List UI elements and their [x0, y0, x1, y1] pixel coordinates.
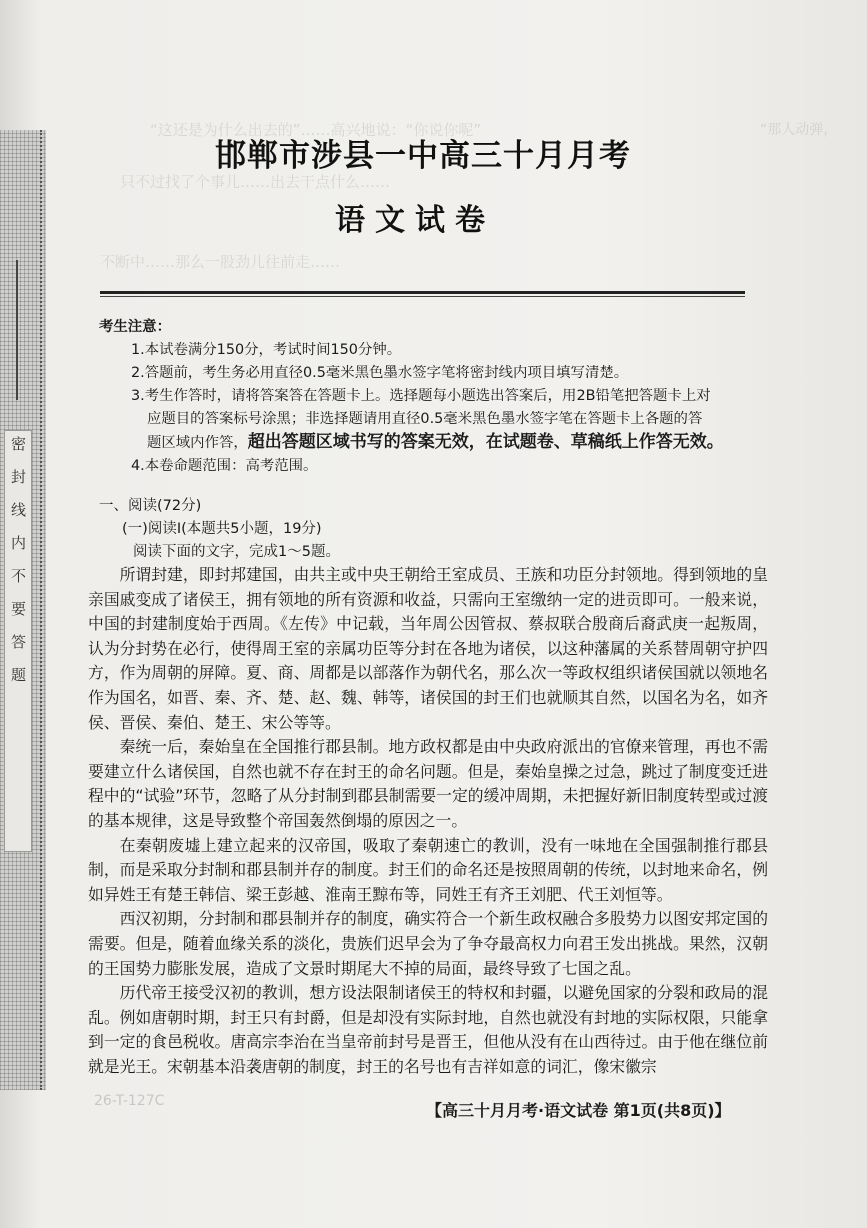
notice-item: 1.本试卷满分150分，考试时间150分钟。 [131, 342, 402, 358]
notice-item: 应题目的答案标号涂黑；非选择题请用直径0.5毫米黑色墨水签字笔在答题卡上各题的答 [147, 411, 703, 427]
binding-bracket [2, 260, 18, 400]
section-heading: 一、阅读(72分) [99, 498, 202, 514]
bleed-through-text: 只不过找了个事儿……出去干点什么…… [120, 173, 391, 191]
subsection-heading: (一)阅读Ⅰ(本题共5小题，19分) [122, 521, 322, 537]
exam-title: 邯郸市涉县一中高三十月月考 [215, 138, 631, 174]
bleed-through-text: 不断中……那么一股劲儿往前走…… [100, 253, 341, 271]
passage-paragraph: 秦统一后，秦始皇在全国推行郡县制。地方政权都是由中央政府派出的官僚来管理，再也不需要建立什么诸侯国，自然也就不存在封王的命名问题。但是，秦始皇操之过急，跳过了制度变迁进程中的“试验”环节，忽略了从分封制到郡县制需要一定的缓冲周期，未把握好新旧制度转型或过渡的基本规律，这是导致整个帝国轰然倒塌的原因之一。 [88, 737, 768, 830]
passage-paragraph: 历代帝王接受汉初的教训，想方设法限制诸侯王的特权和封疆，以避免国家的分裂和政局的混乱。例如唐朝时期，封王只有封爵，但是却没有实际封地，自然也就没有封地的实际权限，只能拿到一定的食邑税收。唐高宗李治在当皇帝前封号是晋王，但他从没有在山西待过。由于他在继位前就是光王。宋朝基本沿袭唐朝的制度，封王的名号也有吉祥如意的词汇，像宋徽宗 [88, 983, 768, 1076]
candidate-notice [99, 316, 759, 478]
bleed-through-text: “这还是为什么出去的”……高兴地说：“你说你呢” [150, 121, 482, 139]
bleed-through-text: “那人动弹， [760, 122, 838, 138]
paper-code: 26-T-127C [94, 1093, 165, 1109]
notice-item: 3.考生作答时，请将答案答在答题卡上。选择题每小题选出答案后，用2B铅笔把答题卡上对 [131, 388, 711, 404]
reading-passage [88, 563, 768, 1079]
header-rule-thin [100, 296, 745, 297]
passage-paragraph: 西汉初期，分封制和郡县制并存的制度，确实符合一个新生政权融合多股势力以图安邦定国的需要。但是，随着血缘关系的淡化，贵族们迟早会为了争夺最高权力向君王发出挑战。果然，汉朝的王国势力膨胀发展，造成了文景时期尾大不掉的局面，最终导致了七国之乱。 [88, 909, 768, 978]
notice-item: 4.本卷命题范围：高考范围。 [131, 458, 318, 474]
passage-paragraph: 在秦朝废墟上建立起来的汉帝国，吸取了秦朝速亡的教训，没有一味地在全国强制推行郡县制，而是采取分封制和郡县制并存的制度。封王们的命名还是按照周朝的传统，以封地来命名，例如异姓王有楚王韩信、梁王彭越、淮南王黥布等，同姓王有齐王刘肥、代王刘恒等。 [88, 835, 768, 904]
passage-paragraph: 所谓封建，即封邦建国，由共主或中央王朝给王室成员、王族和功臣分封领地。得到领地的皇亲国戚变成了诸侯王，拥有领地的所有资源和收益，只需向王室缴纳一定的进贡即可。一般来说，中国的封建制度始于西周。《左传》中记载，当年周公因管叔、蔡叔联合殷商后裔武庚一起叛周，认为分封势在必行，使得周王室的亲属功臣等分封在各地为诸侯，以这种藩属的关系替周朝守护四方，作为周朝的屏障。夏、商、周都是以部落作为朝代名，那么次一等政权组织诸侯国就以领地名作为国名，如晋、秦、齐、楚、赵、魏、韩等，诸侯国的封王们也就顺其自然，以国名为名，如齐侯、晋侯、秦伯、楚王、宋公等等。 [88, 565, 768, 732]
exam-subtitle: 语文试卷 [335, 203, 495, 238]
instruction: 阅读下面的文字，完成1～5题。 [133, 544, 340, 560]
notice-emphasis: 超出答题区域书写的答案无效，在试题卷、草稿纸上作答无效。 [247, 432, 724, 452]
header-rule [100, 291, 745, 294]
notice-item: 2.答题前，考生务必用直径0.5毫米黑色墨水签字笔将密封线内项目填写清楚。 [131, 365, 629, 381]
notice-item-part: 题区域内作答， [147, 435, 248, 451]
notice-heading: 考生注意： [99, 319, 171, 335]
page-footer: 【高三十月月考·语文试卷 第1页(共8页)】 [426, 1101, 731, 1120]
binding-line [40, 130, 42, 1090]
notice-item [99, 431, 759, 455]
seal-line-notice: 密封线内不要答题 [9, 436, 27, 700]
